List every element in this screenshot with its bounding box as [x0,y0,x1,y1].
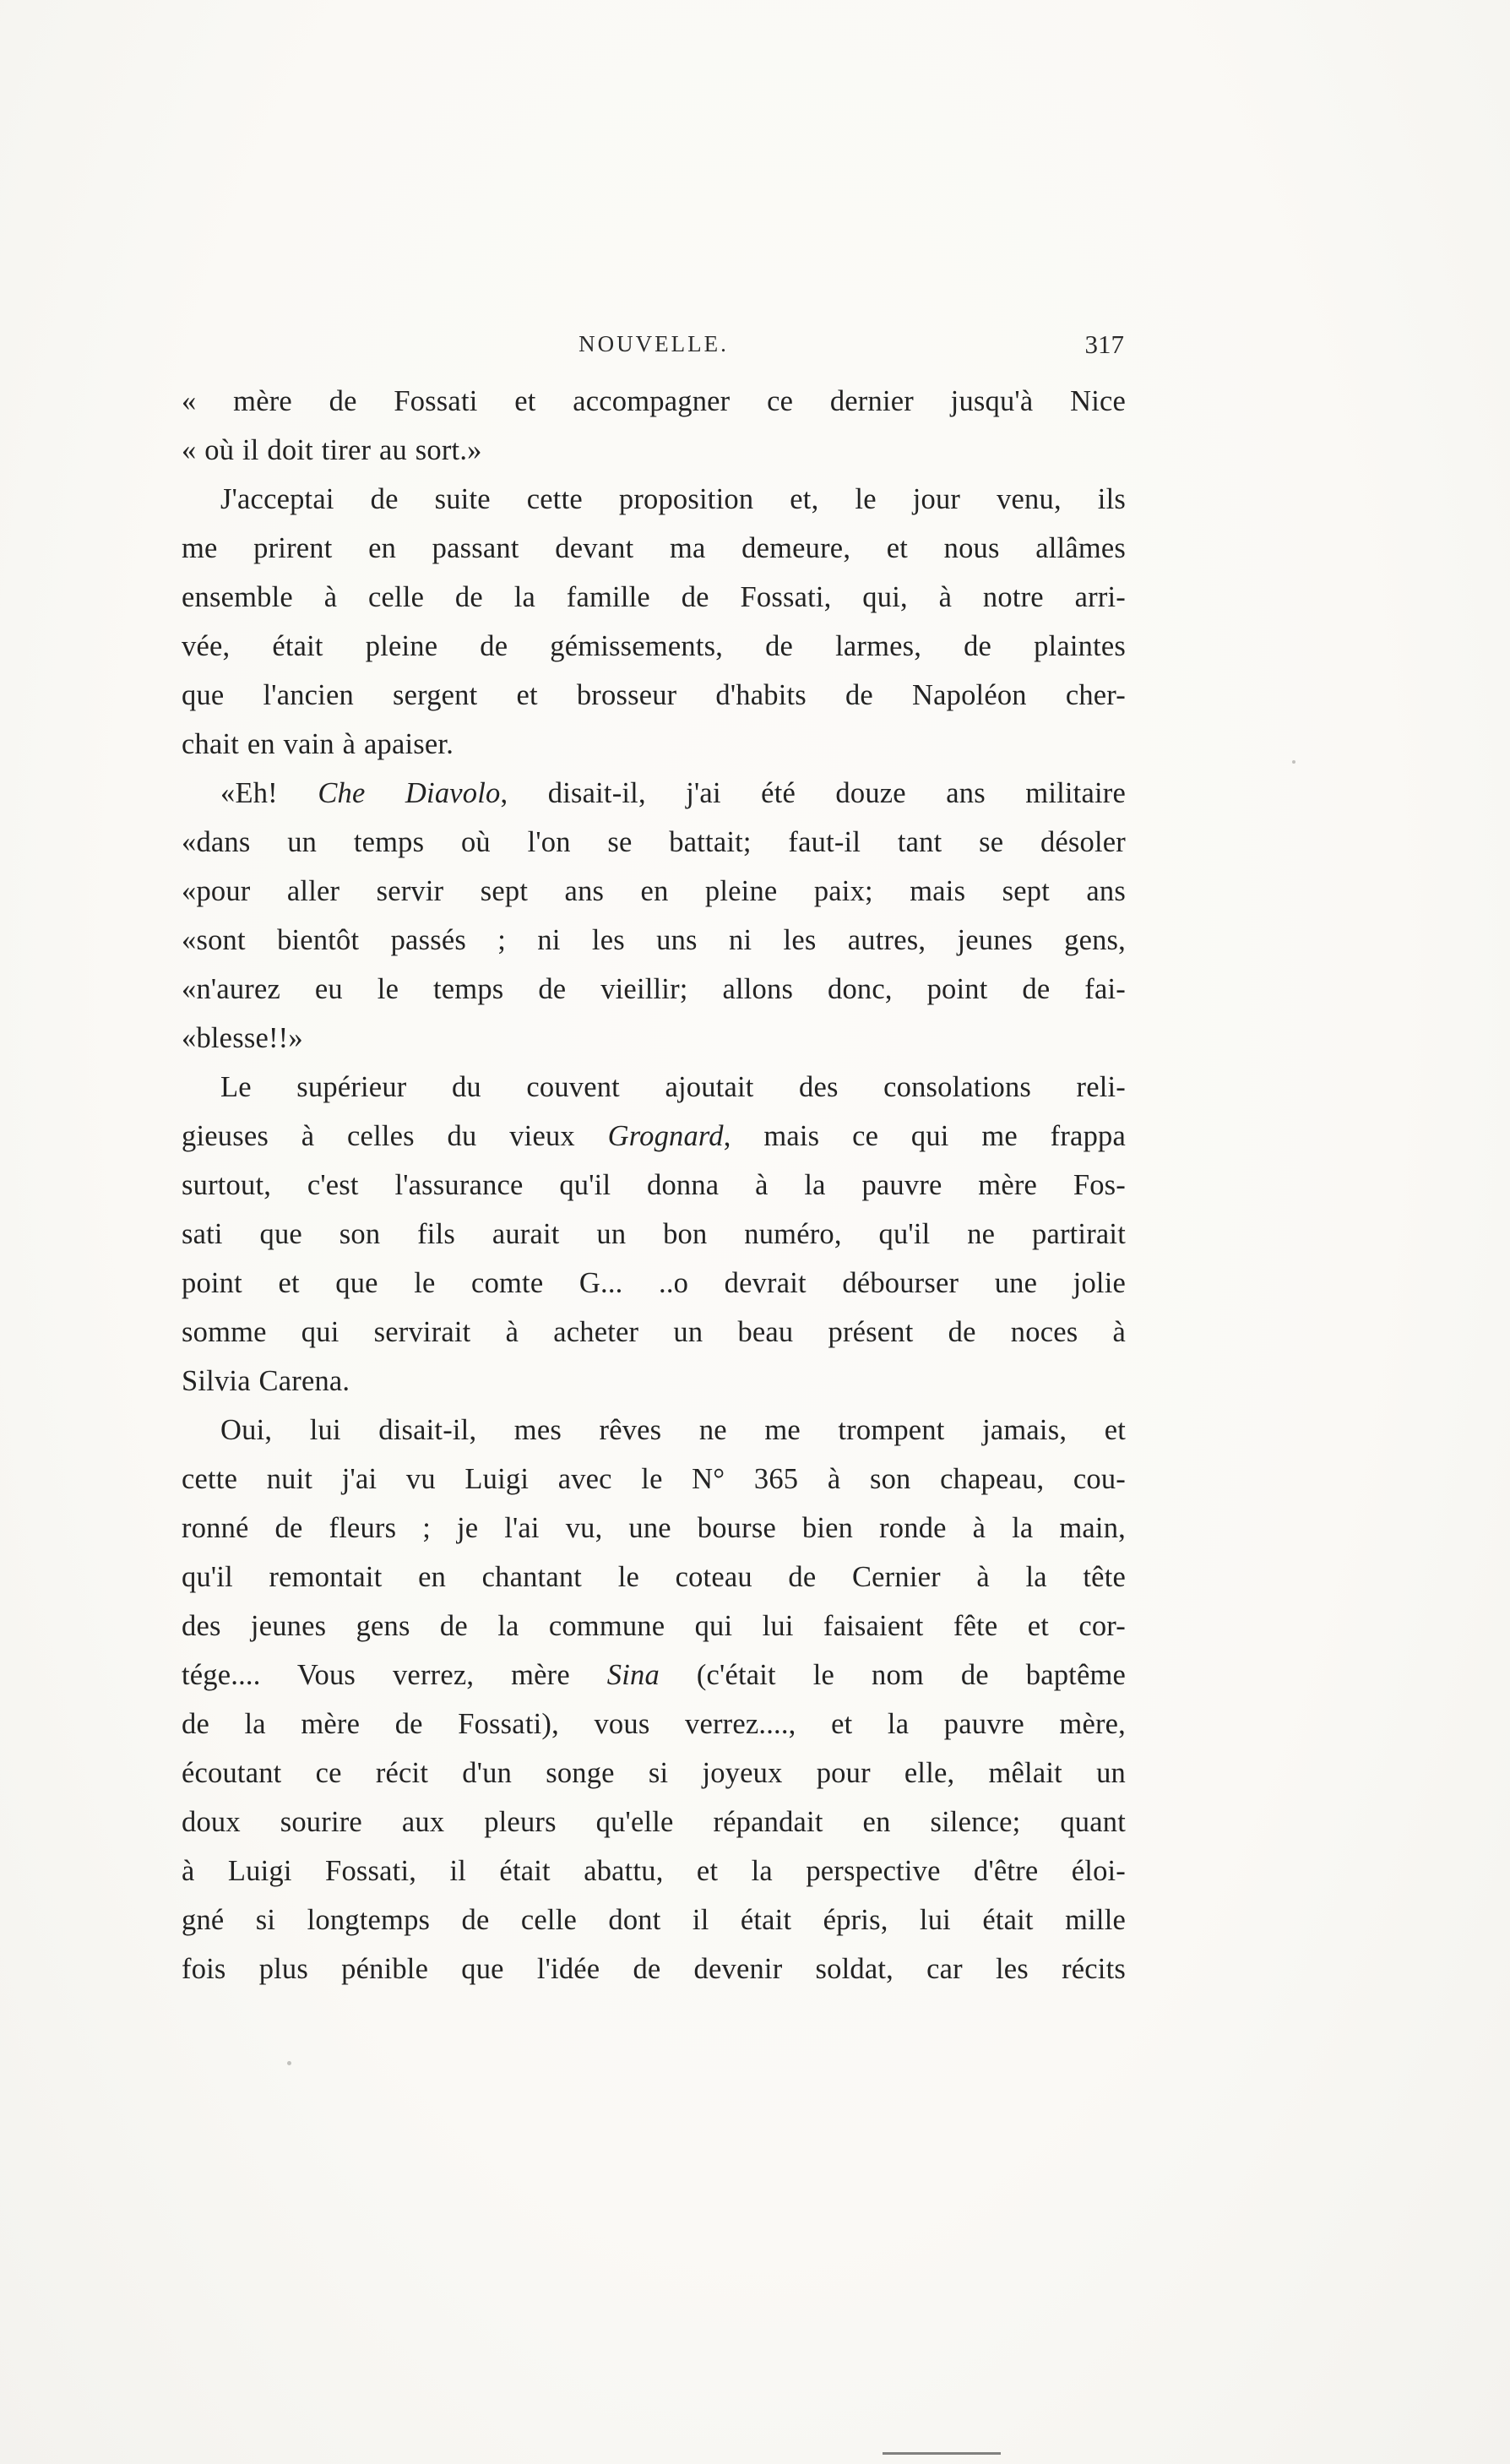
text-line: «pour aller servir sept ans en pleine paix; mais sept ans [182,875,1126,907]
page-header [182,331,1126,368]
text-line: chait en vain à apaiser. [182,728,454,760]
text-line: que l'ancien sergent et brosseur d'habits de Napoléon cher- [182,679,1126,711]
text-line: des jeunes gens de la commune qui lui faisaient fête et cor- [182,1610,1126,1642]
text-line: « mère de Fossati et accompagner ce dernier jusqu'à Nice [182,385,1126,417]
text-line: cette nuit j'ai vu Luigi avec le N° 365 à son chapeau, cou- [182,1463,1126,1495]
text-line: vée, était pleine de gémissements, de larmes, de plaintes [182,630,1126,662]
text-line: de la mère de Fossati), vous verrez...., et la pauvre mère, [182,1708,1126,1740]
text-line: « où il doit tirer au sort.» [182,434,482,466]
text-line: me prirent en passant devant ma demeure, et nous allâmes [182,532,1126,564]
text-line: ensemble à celle de la famille de Fossati, qui, à notre arri- [182,581,1126,613]
text-line: gieuses à celles du vieux Grognard, mais ce qui me frappa [182,1120,1126,1152]
text-line: tége.... Vous verrez, mère Sina (c'était le nom de baptême [182,1659,1127,1691]
text-line: «Eh! Che Diavolo, disait-il, j'ai été douze ans militaire [220,777,1126,809]
text-line: Silvia Carena. [182,1365,350,1397]
text-line: Le supérieur du couvent ajoutait des consolations reli- [220,1071,1126,1103]
scan-artifact [883,2452,1001,2455]
scan-speck [1292,760,1295,764]
text-line: «blesse!!» [182,1022,303,1054]
text-line: sati que son fils aurait un bon numéro, qu'il ne partirait [182,1218,1126,1250]
text-line: fois plus pénible que l'idée de devenir soldat, car les récits [182,1953,1126,1985]
text-line: «sont bientôt passés ; ni les uns ni les autres, jeunes gens, [182,924,1126,956]
text-line: point et que le comte G... ..o devrait débourser une jolie [182,1267,1126,1299]
text-line: J'acceptai de suite cette proposition et, le jour venu, ils [220,483,1126,515]
text-line: qu'il remontait en chantant le coteau de Cernier à la tête [182,1561,1126,1593]
text-line: gné si longtemps de celle dont il était épris, lui était mille [182,1904,1126,1936]
text-line: somme qui servirait à acheter un beau présent de noces à [182,1316,1126,1348]
text-line: «n'aurez eu le temps de vieillir; allons donc, point de fai- [182,973,1126,1005]
text-line: surtout, c'est l'assurance qu'il donna à la pauvre mère Fos- [182,1169,1126,1201]
text-line: à Luigi Fossati, il était abattu, et la perspective d'être éloi- [182,1855,1126,1887]
text-line: doux sourire aux pleurs qu'elle répandait en silence; quant [182,1806,1126,1838]
text-line: ronné de fleurs ; je l'ai vu, une bourse bien ronde à la main, [182,1512,1126,1544]
page-text [182,377,1126,1994]
text-line: Oui, lui disait-il, mes rêves ne me trompent jamais, et [220,1414,1126,1446]
scan-speck [287,2061,291,2065]
text-line: «dans un temps où l'on se battait; faut-il tant se désoler [182,826,1126,858]
page-number: 317 [1084,329,1124,359]
running-title: NOUVELLE. [578,331,729,356]
text-line: écoutant ce récit d'un songe si joyeux pour elle, mêlait un [182,1757,1126,1789]
